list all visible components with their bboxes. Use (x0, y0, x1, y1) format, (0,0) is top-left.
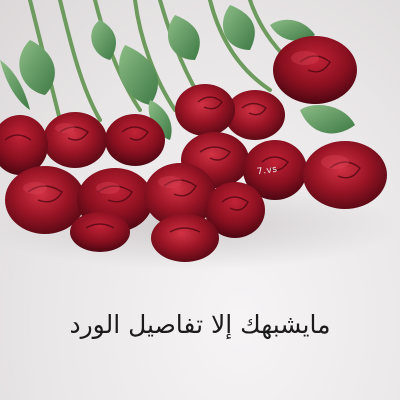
watermark-text: 7.vs (256, 164, 279, 178)
arabic-caption: مايشبهك إلا تفاصيل الورد (69, 310, 331, 339)
stem (60, 0, 100, 120)
leaf-icon (19, 40, 54, 95)
leaf-icon (119, 45, 158, 105)
leaf-icon (168, 15, 200, 60)
rose-icon (0, 115, 48, 175)
leaf-icon (91, 20, 116, 60)
rose-icon (70, 212, 130, 252)
rose-icon (273, 36, 357, 104)
rose-icon (303, 141, 387, 209)
rose-icon (175, 84, 235, 136)
rose-icon (151, 214, 219, 262)
leaf-icon (300, 105, 355, 133)
